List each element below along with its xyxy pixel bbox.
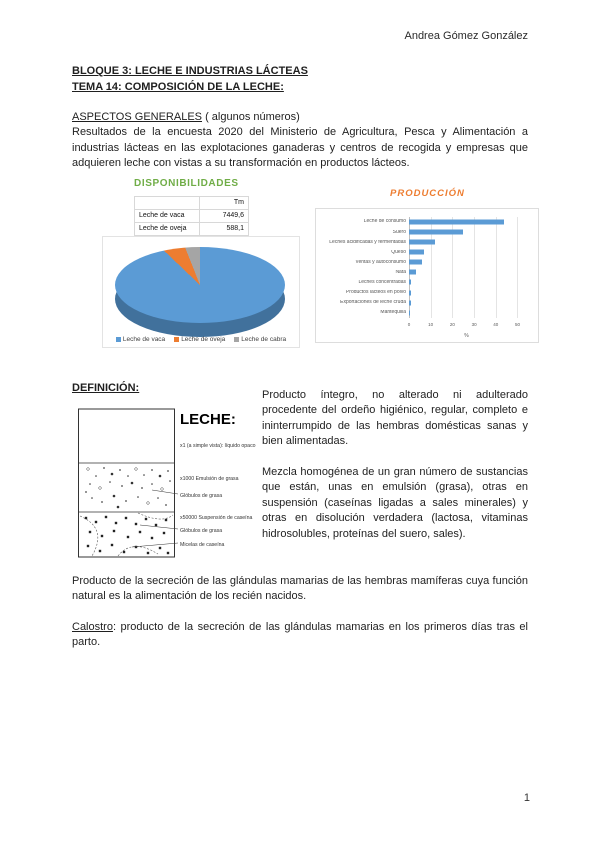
- table-corner-cell: [135, 196, 200, 209]
- legend-label: Leche de cabra: [241, 335, 287, 343]
- bar-row: [320, 237, 524, 247]
- legend-item: [234, 336, 286, 343]
- aspectos-generales-title: ASPECTOS GENERALES: [72, 110, 203, 123]
- bar-axis-label: %: [464, 332, 469, 339]
- author-name: Andrea Gómez González: [404, 30, 528, 42]
- bar-fill: [409, 250, 424, 255]
- legend-label: Leche de oveja: [181, 335, 226, 343]
- aspectos-generales-title-suffix: ( algunos números): [202, 110, 300, 123]
- bar-track: [409, 308, 524, 318]
- charts-row: [72, 176, 528, 356]
- aspectos-generales-paragraph: Resultados de la encuesta 2020 del Ministerio de Agricultura, Pesca y Alimentación a industrias lácteas en las explotaciones ganaderas y centros de recogida y empresas que adquieren leche con vistas a su transformación en productos lácteos.: [72, 126, 528, 170]
- bar-track: [409, 247, 524, 257]
- definicion-section: [72, 382, 528, 568]
- diagram-label-x50000: x50000 Suspensión de caseína: [180, 514, 253, 521]
- leche-diagram-title: LECHE:: [180, 410, 236, 428]
- bar-track: [409, 257, 524, 267]
- bar-track: [409, 298, 524, 308]
- bar-track: [409, 227, 524, 237]
- heading-bloque: BLOQUE 3: LECHE E INDUSTRIAS LÁCTEAS: [72, 65, 308, 77]
- bar-fill: [409, 230, 463, 235]
- bar-category-label: Queso: [391, 249, 406, 255]
- calostro-paragraph: [72, 620, 528, 651]
- bar-row: [320, 308, 524, 318]
- bar-fill: [409, 240, 435, 245]
- bar-row: [320, 217, 524, 227]
- pie-graphic: [115, 247, 285, 339]
- bar-track: [409, 288, 524, 298]
- diagram-label-x1: x1 (a simple vista): líquido opaco: [180, 442, 256, 449]
- bar-fill: [409, 290, 411, 295]
- bar-fill: [409, 310, 410, 315]
- aspectos-generales-section: [72, 110, 528, 172]
- legend-swatch: [234, 337, 239, 342]
- page-number: 1: [523, 792, 530, 804]
- diagram-label-micelas: Micelas de caseína: [180, 541, 225, 548]
- tick-label: 30: [471, 321, 477, 327]
- bar-chart: [315, 208, 539, 343]
- calostro-definition: : producto de la secreción de las glándulas mamarias en los primeros días tras el parto.: [72, 620, 528, 649]
- bar-fill: [409, 270, 416, 275]
- bar-fill: [409, 300, 411, 305]
- bar-row: [320, 227, 524, 237]
- secrecion-paragraph: Producto de la secreción de las glándulas mamarias de las hembras mamíferas cuya función natural es la alimentación de los recién nacidos.: [72, 574, 528, 603]
- tick-label: 10: [428, 321, 434, 327]
- tick-label: 50: [514, 321, 520, 327]
- bar-row: [320, 288, 524, 298]
- row-label: Leche de vaca: [135, 209, 200, 222]
- bar-row: [320, 247, 524, 257]
- bar-rows: [320, 217, 524, 318]
- bar-category-label: Suero: [392, 229, 406, 235]
- legend-item: [174, 336, 225, 343]
- legend-item: [116, 336, 165, 343]
- document-heading: [72, 64, 528, 96]
- bar-category-label: Mantequilla: [380, 310, 406, 316]
- table-row: [135, 222, 249, 235]
- bar-axis-ticks: [409, 322, 524, 329]
- bar-category-label: Nata: [395, 269, 406, 275]
- bar-track: [409, 277, 524, 287]
- diagram-label-globulos-2: Glóbulos de grasa: [180, 527, 223, 534]
- row-value: 7449,6: [200, 209, 249, 222]
- diagram-label-x1000: x1000 Emulsión de grasa: [180, 475, 239, 482]
- diagram-label-globulos-1: Glóbulos de grasa: [180, 492, 223, 499]
- bar-category-label: Ventas y autoconsumo: [355, 259, 406, 265]
- tick-label: 0: [407, 321, 411, 327]
- bar-fill: [409, 260, 422, 265]
- definicion-paragraph-2: Mezcla homogénea de un gran número de sustancias que están, unas en emulsión (grasa), otras en suspensión (caseínas ligadas a sales minerales) y otras en disolución verdadera (lactosa, vitaminas hidrosolubles, proteínas del suero, sales).: [262, 465, 528, 540]
- calostro-term: Calostro: [72, 620, 113, 633]
- heading-tema: TEMA 14: COMPOSICIÓN DE LA LECHE:: [72, 80, 284, 93]
- bar-category-label: Exportaciones de leche cruda: [340, 300, 406, 306]
- bar-category-label: Leches concentradas: [358, 279, 406, 285]
- bar-track: [409, 267, 524, 277]
- legend-swatch: [116, 337, 121, 342]
- beaker-outline: [79, 409, 175, 557]
- row-value: 588,1: [200, 222, 249, 235]
- produccion-title: PRODUCCIÓN: [390, 187, 465, 199]
- bar-fill: [409, 219, 504, 224]
- pie-3d-top: [115, 247, 285, 323]
- table-row: [135, 209, 249, 222]
- bar-fill: [409, 280, 411, 285]
- pie-legend: [103, 336, 299, 343]
- pie-chart: [102, 236, 300, 348]
- bar-row: [320, 267, 524, 277]
- tick-label: 40: [493, 321, 499, 327]
- legend-label: Leche de vaca: [122, 335, 166, 343]
- disponibilidades-title: DISPONIBILIDADES: [134, 177, 239, 189]
- bar-row: [320, 277, 524, 287]
- tick-label: 20: [449, 321, 455, 327]
- bar-row: [320, 298, 524, 308]
- bar-category-label: Leche de consumo: [363, 219, 406, 225]
- bar-track: [409, 217, 524, 227]
- bar-category-label: Leches acidificadas y fermentadas: [329, 239, 406, 245]
- definicion-paragraph-1: Producto íntegro, no alterado ni adulterado procedente del ordeño higiénico, regular, completo e ininterrumpido de las hembras domésticas sanas y bien alimentadas.: [262, 388, 528, 448]
- definicion-heading: DEFINICIÓN:: [72, 381, 140, 394]
- bar-row: [320, 257, 524, 267]
- leche-diagram: [78, 406, 262, 564]
- row-label: Leche de oveja: [135, 222, 200, 235]
- bar-category-label: Productos lácteos en polvo: [345, 290, 406, 296]
- table-unit-header: Tm: [200, 196, 249, 209]
- bar-track: [409, 237, 524, 247]
- definicion-text-column: [262, 388, 528, 558]
- legend-swatch: [174, 337, 179, 342]
